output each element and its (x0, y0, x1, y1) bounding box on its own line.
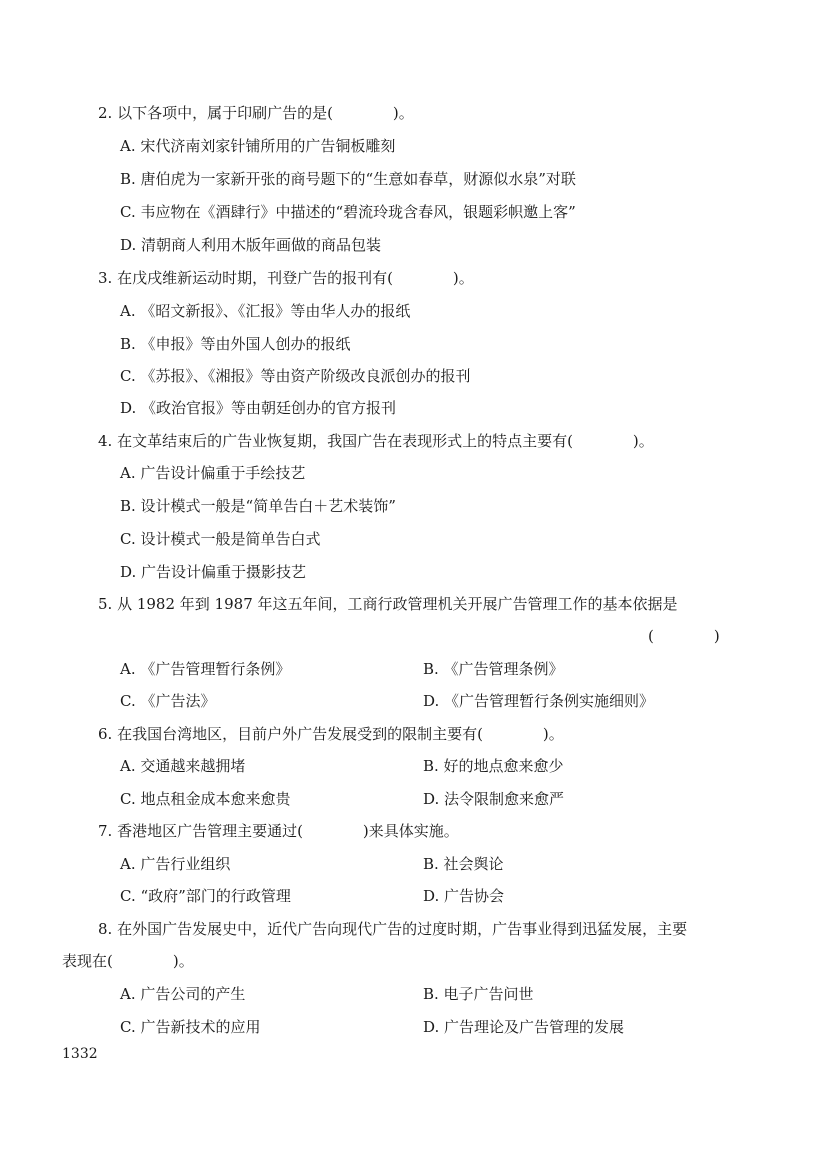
question-4-option-b: B. 设计模式一般是“简单告白＋艺术装饰” (120, 497, 396, 515)
question-2-stem: 2. 以下各项中，属于印刷广告的是( )。 (98, 104, 414, 122)
question-5-option-c: C. 《广告法》 (120, 692, 216, 710)
question-8-option-b: B. 电子广告问世 (423, 985, 534, 1003)
question-3-option-b: B. 《申报》等由外国人创办的报纸 (120, 335, 351, 353)
question-3-option-d: D. 《政治官报》等由朝廷创办的官方报刊 (120, 399, 397, 417)
question-7-stem: 7. 香港地区广告管理主要通过( )来具体实施。 (98, 822, 459, 840)
question-2-option-b: B. 唐伯虎为一家新开张的商号题下的“生意如春草，财源似水泉”对联 (120, 170, 576, 188)
question-7-option-b: B. 社会舆论 (423, 855, 504, 873)
question-4-stem: 4. 在文革结束后的广告业恢复期，我国广告在表现形式上的特点主要有( )。 (98, 432, 654, 450)
question-4-option-a: A. 广告设计偏重于手绘技艺 (120, 464, 306, 482)
question-6-stem: 6. 在我国台湾地区，目前户外广告发展受到的限制主要有( )。 (98, 725, 564, 743)
question-5-option-d: D. 《广告管理暂行条例实施细则》 (423, 692, 655, 710)
question-8-stem: 8. 在外国广告发展史中，近代广告向现代广告的过度时期，广告事业得到迅猛发展，主要 (98, 920, 688, 938)
question-5-option-b: B. 《广告管理条例》 (423, 660, 564, 678)
question-4-option-c: C. 设计模式一般是简单告白式 (120, 530, 321, 548)
question-5-stem: 5. 从 1982 年到 1987 年这五年间，工商行政管理机关开展广告管理工作的基本依据是 (98, 595, 678, 613)
question-6-option-d: D. 法令限制愈来愈严 (423, 790, 565, 808)
question-3-stem: 3. 在戊戌维新运动时期，刊登广告的报刊有( )。 (98, 269, 474, 287)
page-number: 1332 (62, 1046, 98, 1062)
question-8-stem-continued: 表现在( )。 (62, 952, 194, 970)
question-4-option-d: D. 广告设计偏重于摄影技艺 (120, 563, 307, 581)
question-2-option-d: D. 清朝商人利用木版年画做的商品包装 (120, 236, 382, 254)
question-7-option-a: A. 广告行业组织 (120, 855, 231, 873)
question-5-option-a: A. 《广告管理暂行条例》 (120, 660, 291, 678)
question-2-option-c: C. 韦应物在《酒肆行》中描述的“碧流玲珑含春风，银题彩帜邀上客” (120, 203, 576, 221)
question-3-option-c: C. 《苏报》、《湘报》等由资产阶级改良派创办的报刊 (120, 367, 471, 385)
question-6-option-c: C. 地点租金成本愈来愈贵 (120, 790, 291, 808)
question-7-option-c: C. “政府”部门的行政管理 (120, 887, 291, 905)
question-8-option-c: C. 广告新技术的应用 (120, 1018, 261, 1036)
question-7-option-d: D. 广告协会 (423, 887, 505, 905)
question-8-option-a: A. 广告公司的产生 (120, 985, 246, 1003)
question-6-option-b: B. 好的地点愈来愈少 (423, 757, 564, 775)
question-8-option-d: D. 广告理论及广告管理的发展 (423, 1018, 625, 1036)
question-2-option-a: A. 宋代济南刘家针铺所用的广告铜板雕刻 (120, 137, 396, 155)
question-5-answer-blank: ( ) (648, 627, 720, 645)
question-3-option-a: A. 《昭文新报》、《汇报》等由华人办的报纸 (120, 302, 411, 320)
question-6-option-a: A. 交通越来越拥堵 (120, 757, 246, 775)
